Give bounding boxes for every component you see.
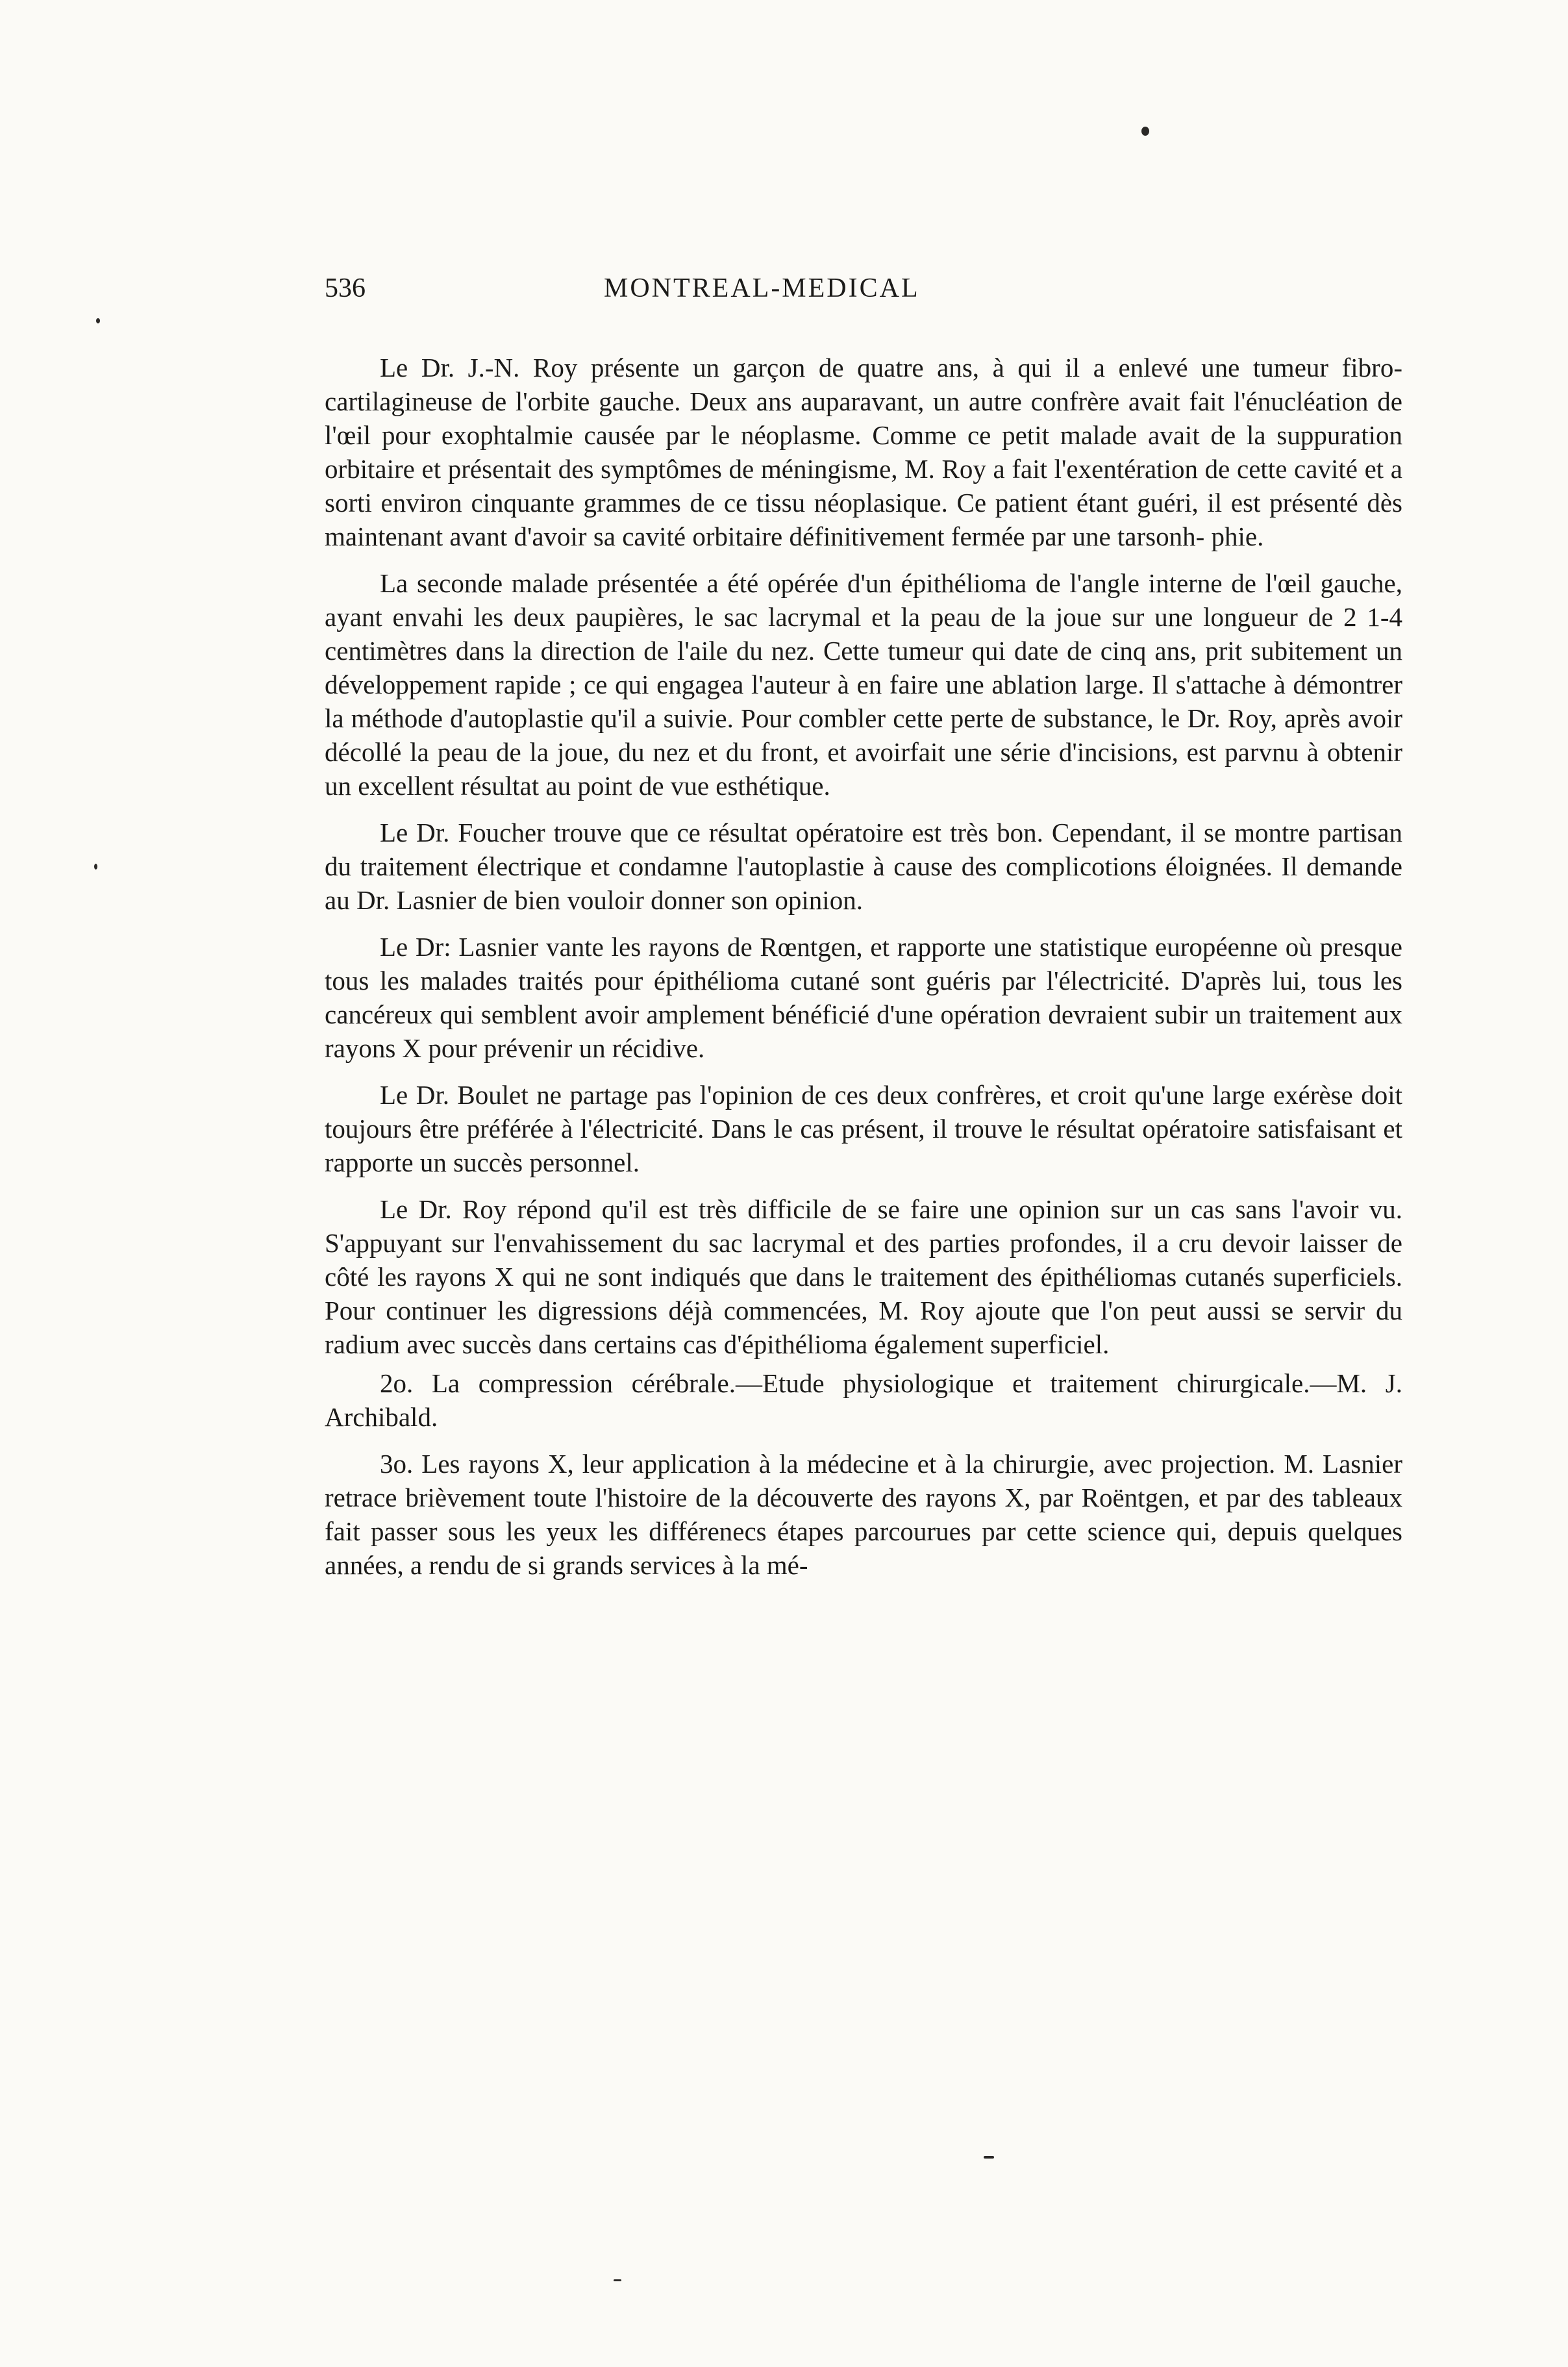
print-speck xyxy=(614,2279,621,2281)
paragraph-lasnier: Le Dr: Lasnier vante les rayons de Rœntgen, et rapporte une statistique européenne où presque tous les malades traités pour épithélioma cutané sont guéris par l'électricité. D'après lui, tous les cancéreux qui semblent avoir amplement bénéficié d'une opération devraient subir un traitement aux rayons X pour prévenir un récidive. xyxy=(325,932,1402,1063)
paragraph-foucher: Le Dr. Foucher trouve que ce résultat opératoire est très bon. Cependant, il se montre partisan du traitement électrique et condamne l'autoplastie à cause des complicotions éloignées. Il demande au Dr. Lasnier de bien vouloir donner son opinion. xyxy=(325,818,1402,915)
paragraph-boulet: Le Dr. Boulet ne partage pas l'opinion de ces deux confrères, et croit qu'une large exérèse doit toujours être préférée à l'électricité. Dans le cas présent, il trouve le résultat opératoire satisfaisant et rapporte un succès personnel. xyxy=(325,1080,1402,1177)
print-speck xyxy=(94,864,97,870)
paragraph-item-3: 3o. Les rayons X, leur application à la médecine et à la chirurgie, avec projection. M. Lasnier retrace brièvement toute l'histoire de la découverte des rayons X, par Roëntgen, et par des tableaux fait passer sous les yeux les différenecs étapes parcourues par cette science qui, depuis quelques années, a rendu de si grands services à la mé- xyxy=(325,1449,1402,1580)
print-speck xyxy=(984,2156,994,2159)
print-speck xyxy=(96,318,100,323)
page-content xyxy=(325,273,1402,1595)
journal-title: MONTREAL-MEDICAL xyxy=(604,273,920,303)
paragraph-roy-reply: Le Dr. Roy répond qu'il est très difficile de se faire une opinion sur un cas sans l'avoir vu. S'appuyant sur l'envahissement du sac lacrymal et des parties profondes, il a cru devoir laisser de côté les rayons X qui ne sont indiqués que dans le traitement des épithéliomas cutanés superficiels. Pour continuer les digressions déjà commencées, M. Roy ajoute que l'on peut aussi se servir du radium avec succès dans certains cas d'épithélioma également superficiel. xyxy=(325,1194,1402,1359)
running-head xyxy=(325,273,1402,312)
paragraph-second-patient: La seconde malade présentée a été opérée d'un épithélioma de l'angle interne de l'œil gauche, ayant envahi les deux paupières, le sac lacrymal et la peau de la joue sur une longueur de 2 1-4 centimètres dans la direction de l'aile du nez. Cette tumeur qui date de cinq ans, prit subitement un développement rapide ; ce qui engagea l'auteur à en faire une ablation large. Il s'attache à démontrer la méthode d'autoplastie qu'il a suivie. Pour combler cette perte de substance, le Dr. Roy, après avoir décollé la peau de la joue, du nez et du front, et avoirfait une série d'incisions, est parvnu à obtenir un excellent résultat au point de vue esthétique. xyxy=(325,568,1402,801)
paragraph-roy-presentation: Le Dr. J.-N. Roy présente un garçon de quatre ans, à qui il a enlevé une tumeur fibro-cartilagineuse de l'orbite gauche. Deux ans auparavant, un autre confrère avait fait l'énucléation de l'œil pour exophtalmie causée par le néoplasme. Comme ce petit malade avait de la suppuration orbitaire et présentait des symptômes de méningisme, M. Roy a fait l'exentération de cette cavité et a sorti environ cinquante grammes de ce tissu néoplasique. Ce patient étant guéri, il est présenté dès maintenant avant d'avoir sa cavité orbitaire définitivement fermée par une tarsonh- phie. xyxy=(325,353,1402,551)
page-number: 536 xyxy=(325,273,366,303)
print-speck xyxy=(1141,127,1149,136)
paragraph-item-2: 2o. La compression cérébrale.—Etude physiologique et traitement chirurgicale.—M. J. Archibald. xyxy=(325,1368,1402,1432)
